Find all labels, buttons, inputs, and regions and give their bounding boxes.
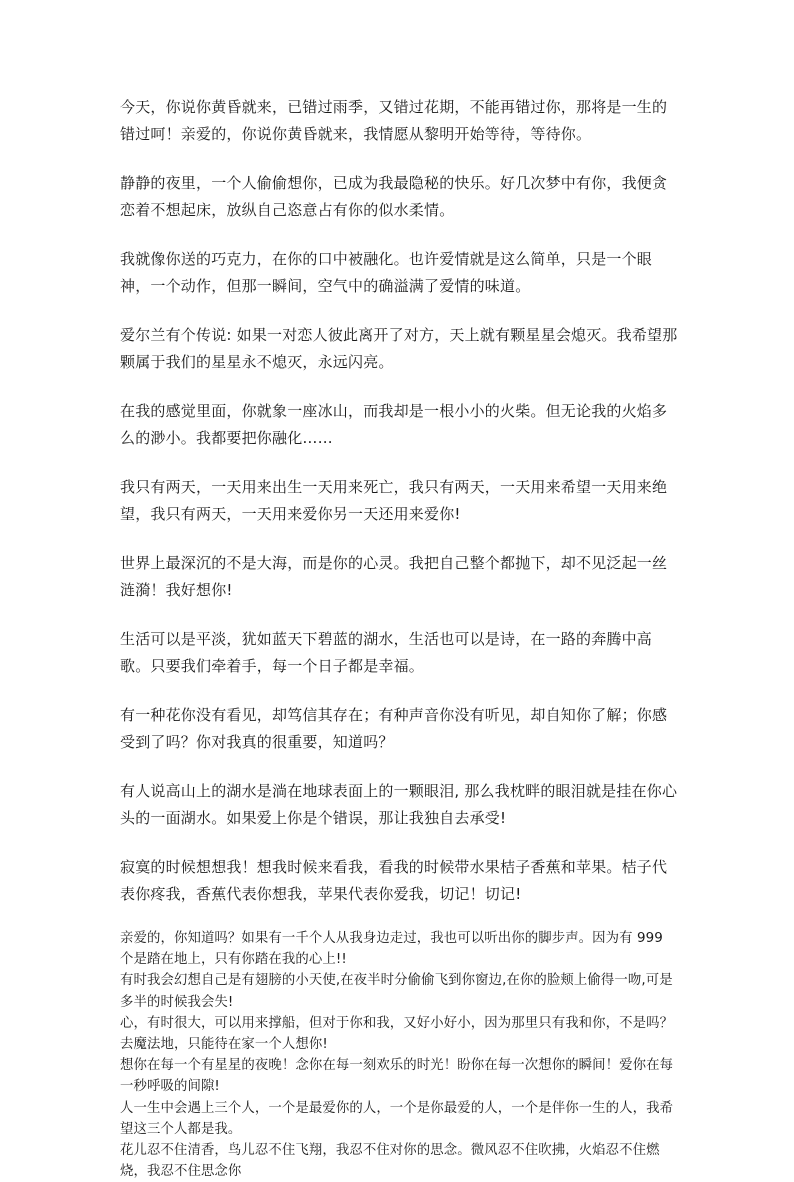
paragraph-5: 在我的感觉里面，你就象一座冰山，而我却是一根小小的火柴。但无论我的火焰多么的渺小。我都要把你融化…… (120, 402, 668, 447)
paragraph-6: 我只有两天，一天用来出生一天用来死亡，我只有两天，一天用来希望一天用来绝望，我只有两天，一天用来爱你另一天还用来爱你! (120, 478, 668, 523)
paragraph-3: 我就像你送的巧克力，在你的口中被融化。也许爱情就是这么简单，只是一个眼神，一个动作，但那一瞬间，空气中的确溢满了爱情的味道。 (120, 250, 653, 295)
paragraph-1: 今天，你说你黄昏就来，已错过雨季，又错过花期，不能再错过你，那将是一生的错过呵！亲爱的，你说你黄昏就来，我情愿从黎明开始等待，等待你。 (120, 98, 668, 143)
compact-line-6: 花儿忍不住清香，鸟儿忍不住飞翔，我忍不住对你的思念。微风忍不住吹拂，火焰忍不住燃烧，我忍不住思念你 (120, 1143, 660, 1180)
compact-line-3: 心，有时很大，可以用来撑船，但对于你和我，又好小好小，因为那里只有我和你，不是吗？去魔法地，只能待在家一个人想你! (120, 1015, 674, 1053)
paragraph-8: 生活可以是平淡，犹如蓝天下碧蓝的湖水，生活也可以是诗，在一路的奔腾中高歌。只要我们牵着手，每一个日子都是幸福。 (120, 630, 653, 675)
paragraph-10: 有人说高山上的湖水是淌在地球表面上的一颗眼泪, 那么我枕畔的眼泪就是挂在你心头的一面湖水。如果爱上你是个错误，那让我独自去承受! (120, 782, 678, 827)
paragraph-2: 静静的夜里，一个人偷偷想你，已成为我最隐秘的快乐。好几次梦中有你，我便贪恋着不想起床，放纵自己恣意占有你的似水柔情。 (120, 174, 668, 219)
paragraph-9: 有一种花你没有看见，却笃信其存在；有种声音你没有听见，却自知你了解；你感受到了吗？你对我真的很重要，知道吗？ (120, 706, 668, 751)
compact-lines-section (120, 928, 678, 1182)
compact-line-1: 亲爱的，你知道吗？如果有一千个人从我身边走过，我也可以听出你的脚步声。因为有 999 个是踏在地上，只有你踏在我的心上!! (120, 931, 663, 968)
paragraph-11: 寂寞的时候想想我！想我时候来看我，看我的时候带水果桔子香蕉和苹果。桔子代表你疼我，香蕉代表你想我，苹果代表你爱我，切记！切记! (120, 858, 668, 903)
paragraph-4: 爱尔兰有个传说: 如果一对恋人彼此离开了对方，天上就有颗星星会熄灭。我希望那颗属于我们的星星永不熄灭，永远闪亮。 (120, 326, 678, 371)
compact-line-2: 有时我会幻想自己是有翅膀的小天使,在夜半时分偷偷飞到你窗边,在你的脸颊上偷得一吻,可是多半的时候我会失! (120, 973, 673, 1010)
document-body (120, 94, 678, 1182)
paragraph-7: 世界上最深沉的不是大海，而是你的心灵。我把自己整个都抛下，却不见泛起一丝涟漪！我好想你! (120, 554, 668, 599)
compact-line-5: 人一生中会遇上三个人，一个是最爱你的人，一个是你最爱的人，一个是伴你一生的人，我希望这三个人都是我。 (120, 1100, 674, 1137)
compact-line-4: 想你在每一个有星星的夜晚！念你在每一刻欢乐的时光！盼你在每一次想你的瞬间！爱你在每一秒呼吸的间隙! (120, 1058, 674, 1095)
